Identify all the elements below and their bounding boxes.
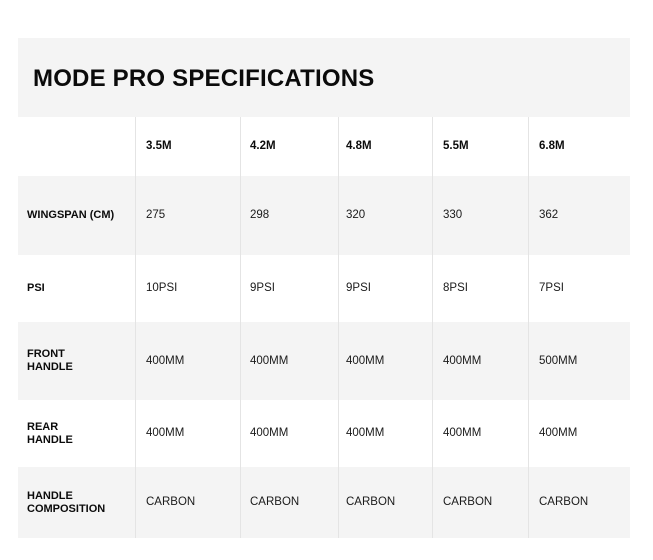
header-row [18,117,630,176]
row-label: HANDLE COMPOSITION [27,489,106,515]
table-cell: 9PSI [250,282,275,294]
spec-table [18,38,630,538]
table-cell: 7PSI [539,282,564,294]
table-row [18,400,630,467]
table-cell: 362 [539,209,559,221]
row-label: WINGSPAN (CM) [27,209,115,221]
table-cell: CARBON [443,496,493,508]
table-row [18,176,630,255]
column-header: 3.5M [146,140,172,152]
table-cell: CARBON [250,496,300,508]
table-cell: 400MM [346,354,385,367]
table-cell: 400MM [346,427,385,439]
column-header: 4.2M [250,140,276,152]
column-divider [135,117,136,538]
table-cell: 275 [146,209,166,221]
title-band [18,38,630,117]
table-cell: CARBON [539,496,589,508]
table-cell: 330 [443,209,463,221]
table-cell: 8PSI [443,282,468,294]
row-label: PSI [27,282,45,294]
table-cell: 400MM [443,354,482,367]
table-cell: 400MM [443,427,482,439]
column-header: 5.5M [443,140,469,152]
page-title: MODE PRO SPECIFICATIONS [33,65,375,92]
column-divider [338,117,339,538]
row-label: REAR HANDLE [27,420,73,446]
table-row [18,322,630,400]
row-label: FRONT HANDLE [27,348,73,373]
table-cell: 320 [346,209,366,221]
column-divider [240,117,241,538]
table-cell: CARBON [346,496,396,508]
column-divider [432,117,433,538]
column-header: 4.8M [346,140,372,152]
table-row [18,467,630,538]
table-row [18,255,630,322]
column-header: 6.8M [539,140,565,152]
table-cell: 298 [250,209,270,221]
table-cell: 9PSI [346,282,371,294]
table-cell: 10PSI [146,282,178,294]
table-cell: 400MM [146,354,185,367]
table-cell: 400MM [250,427,289,439]
table-cell: 500MM [539,354,578,367]
table-cell: 400MM [539,427,578,439]
table-cell: 400MM [146,427,185,439]
table-cell: 400MM [250,354,289,367]
table-cell: CARBON [146,496,196,508]
column-divider [528,117,529,538]
